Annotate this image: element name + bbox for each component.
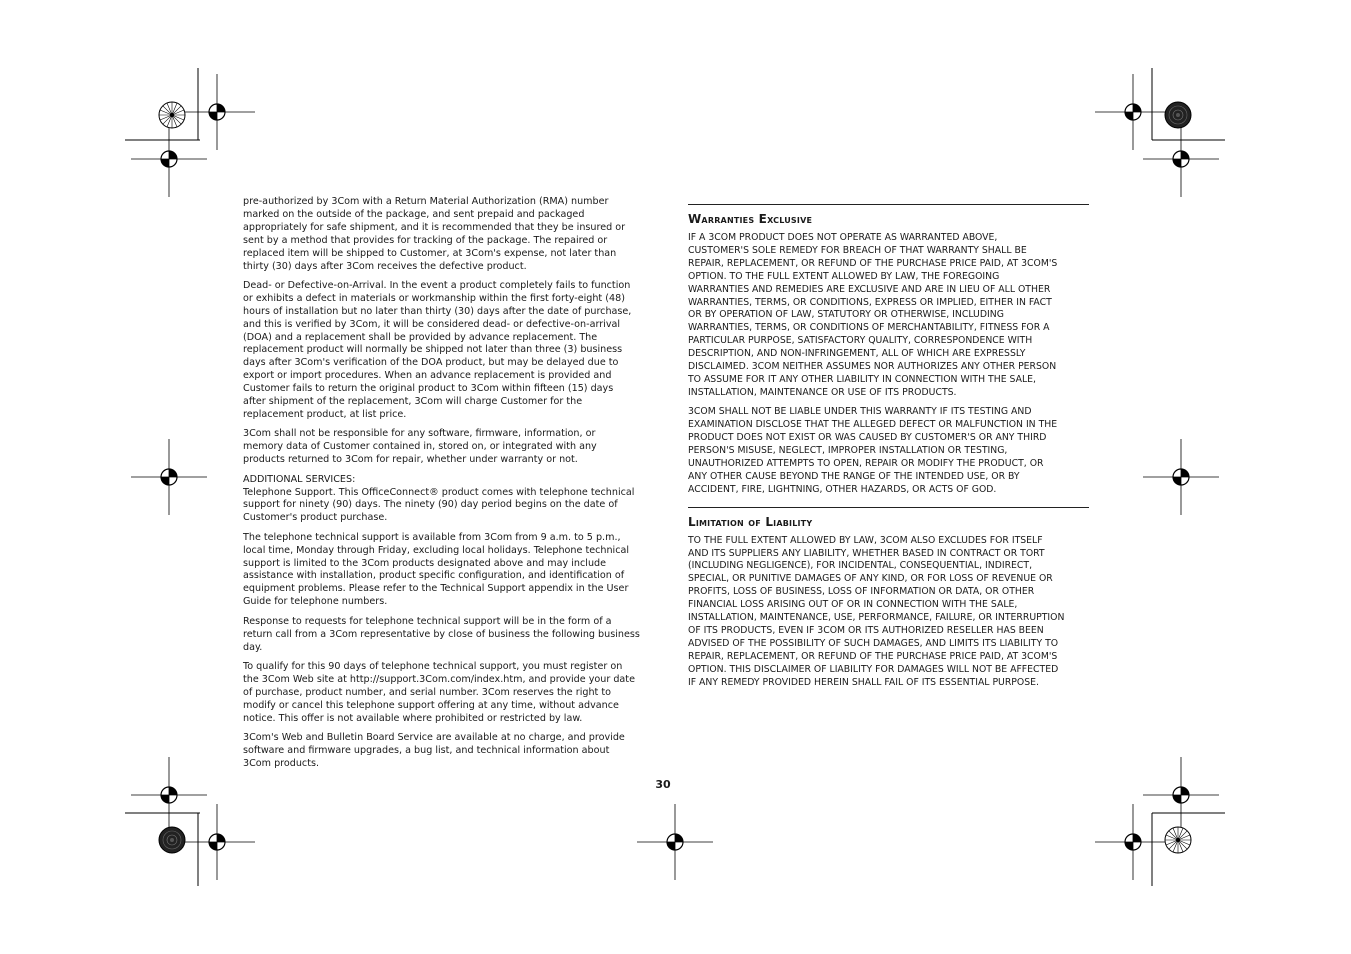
warranties-exclusive-section [688,204,1089,497]
data-responsibility-paragraph: 3Com shall not be responsible for any software, firmware, information, or memory data of Customer contained in, stored on, or integrated with any products returned to 3Com for repair, whether under warranty or not. [243,428,597,466]
doa-paragraph: Dead- or Defective-on-Arrival. In the event a product completely fails to function or exhibits a defect in materials or workmanship within the first forty-eight (48) hours of installation but no later than thirty (30) days after the date of purchase, and this is verified by 3Com, it will be considered dead- or defective-on-arrival (DOA) and a replacement shall be provided by advance replacement. The replacement product will normally be shipped not later than three (3) business days after 3Com's verification of the DOA product, but may be delayed due to export or import procedures. When an advance replacement is provided and Customer fails to return the original product to 3Com within fifteen (15) days after shipment of the replacement, 3Com will charge Customer for the replacement product, at list price. [243,279,632,420]
left-column [243,196,643,777]
warranties-exclusive-heading: Warranties Exclusive [688,212,813,226]
web-bbs-paragraph: 3Com's Web and Bulletin Board Service are available at no charge, and provide software and firmware upgrades, a bug list, and technical information about 3Com products. [243,731,625,769]
support-hours-paragraph: The telephone technical support is available from 3Com from 9 a.m. to 5 p.m., local time, Monday through Friday, excluding local holidays. Telephone technical support is limited to the 3Com products designated above and may include assistance with installation, product specific configuration, and identification of equipment problems. Please refer to the Technical Support appendix in the User Guide for telephone numbers. [243,531,630,608]
page-number: 30 [655,778,671,791]
rma-paragraph: pre-authorized by 3Com with a Return Material Authorization (RMA) number marked on the outside of the package, and sent prepaid and packaged appropriately for safe shipment, and it is recommended that they be insured or sent by a method that provides for tracking of the package. The repaired or replaced item will be shipped to Customer, at 3Com's expense, not later than thirty (30) days after 3Com receives the defective product. [243,196,626,272]
limitation-of-liability-heading: Limitation of Liability [688,514,813,529]
limitation-of-liability-section [688,507,1089,690]
warranties-exclusive-paragraph-1: IF A 3COM PRODUCT DOES NOT OPERATE AS WARRANTED ABOVE, CUSTOMER'S SOLE REMEDY FOR BREACH OF THAT WARRANTY SHALL BE REPAIR, REPLACEMENT, OR REFUND OF THE PURCHASE PRICE PAID, AT 3COM'S OPTION. TO THE FULL EXTENT ALLOWED BY LAW, THE FOREGOING WARRANTIES AND REMEDIES ARE EXCLUSIVE AND ARE IN LIEU OF ALL OTHER WARRANTIES, TERMS, OR CONDITIONS, EXPRESS OR IMPLIED, EITHER IN FACT OR BY OPERATION OF LAW, STATUTORY OR OTHERWISE, INCLUDING WARRANTIES, TERMS, OR CONDITIONS OF MERCHANTABILITY, FITNESS FOR A PARTICULAR PURPOSE, SATISFACTORY QUALITY, CORRESPONDENCE WITH DESCRIPTION, AND NON-INFRINGEMENT, ALL OF WHICH ARE EXPRESSLY DISCLAIMED. 3COM NEITHER ASSUMES NOR AUTHORIZES ANY OTHER PERSON TO ASSUME FOR IT ANY OTHER LIABILITY IN CONNECTION WITH THE SALE, INSTALLATION, MAINTENANCE OR USE OF ITS PRODUCTS. [688,232,1058,398]
additional-services-paragraph: ADDITIONAL SERVICES: Telephone Support. This OfficeConnect® product comes with telephone technical support for ninety (90) days. The ninety (90) day period begins on the date of Customer's product purchase. [243,473,635,524]
warranties-exclusive-paragraph-2: 3COM SHALL NOT BE LIABLE UNDER THIS WARRANTY IF ITS TESTING AND EXAMINATION DISCLOSE THAT THE ALLEGED DEFECT OR MALFUNCTION IN THE PRODUCT DOES NOT EXIST OR WAS CAUSED BY CUSTOMER'S OR ANY THIRD PERSON'S MISUSE, NEGLECT, IMPROPER INSTALLATION OR TESTING, UNAUTHORIZED ATTEMPTS TO OPEN, REPAIR OR MODIFY THE PRODUCT, OR ANY OTHER CAUSE BEYOND THE RANGE OF THE INTENDED USE, OR BY ACCIDENT, FIRE, LIGHTNING, OTHER HAZARDS, OR ACTS OF GOD. [688,406,1058,495]
response-paragraph: Response to requests for telephone technical support will be in the form of a return call from a 3Com representative by close of business the following business day. [243,615,640,653]
limitation-of-liability-paragraph: TO THE FULL EXTENT ALLOWED BY LAW, 3COM ALSO EXCLUDES FOR ITSELF AND ITS SUPPLIERS ANY LIABILITY, WHETHER BASED IN CONTRACT OR TORT (INCLUDING NEGLIGENCE), FOR INCIDENTAL, CONSEQUENTIAL, INDIRECT, SPECIAL, OR PUNITIVE DAMAGES OF ANY KIND, OR FOR LOSS OF REVENUE OR PROFITS, LOSS OF BUSINESS, LOSS OF INFORMATION OR DATA, OR OTHER FINANCIAL LOSS ARISING OUT OF OR IN CONNECTION WITH THE SALE, INSTALLATION, MAINTENANCE, USE, PERFORMANCE, FAILURE, OR INTERRUPTION OF ITS PRODUCTS, EVEN IF 3COM OR ITS AUTHORIZED RESELLER HAS BEEN ADVISED OF THE POSSIBILITY OF SUCH DAMAGES, AND LIMITS ITS LIABILITY TO REPAIR, REPLACEMENT, OR REFUND OF THE PURCHASE PRICE PAID, AT 3COM'S OPTION. THIS DISCLAIMER OF LIABILITY FOR DAMAGES WILL NOT BE AFFECTED IF ANY REMEDY PROVIDED HEREIN SHALL FAIL OF ITS ESSENTIAL PURPOSE. [688,534,1065,688]
right-column [688,204,1089,696]
registration-paragraph: To qualify for this 90 days of telephone technical support, you must register on the 3Com Web site at http://support.3Com.com/index.htm, and provide your date of purchase, product number, and serial number. 3Com reserves the right to modify or cancel this telephone support offering at any time, without advance notice. This offer is not available where prohibited or restricted by law. [243,660,635,724]
